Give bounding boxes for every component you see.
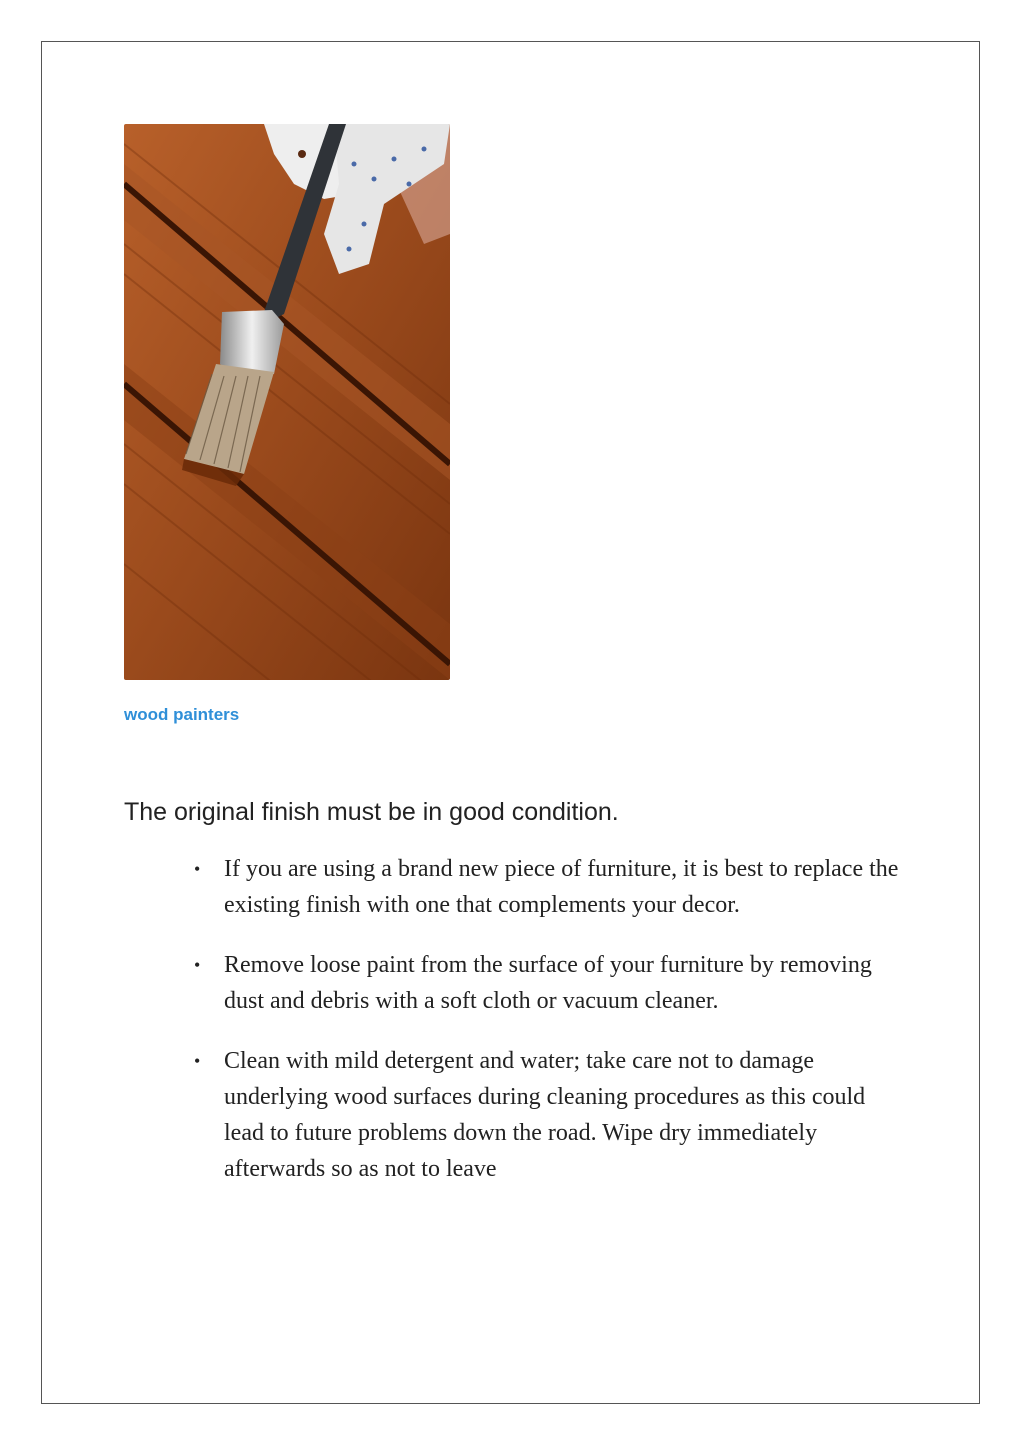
- bullet-icon: •: [194, 955, 201, 975]
- tips-list: [194, 851, 904, 1211]
- section-heading: The original finish must be in good condition.: [124, 798, 619, 826]
- list-item-text: Clean with mild detergent and water; take care not to damage underlying wood surfaces during cleaning procedures as this could lead to future problems down the road. Wipe dry immediately afterwards so as not to leave: [224, 1048, 866, 1182]
- list-item: [194, 947, 904, 1019]
- list-item-text: If you are using a brand new piece of furniture, it is best to replace the existing finish with one that complements your decor.: [224, 856, 899, 918]
- wood-stain-photo: [124, 124, 450, 680]
- list-item: [194, 851, 904, 923]
- list-item-text: Remove loose paint from the surface of your furniture by removing dust and debris with a soft cloth or vacuum cleaner.: [224, 952, 872, 1014]
- list-item: [194, 1043, 904, 1187]
- bullet-icon: •: [194, 859, 201, 879]
- wood-painters-link[interactable]: wood painters: [124, 705, 240, 724]
- bullet-icon: •: [194, 1051, 201, 1071]
